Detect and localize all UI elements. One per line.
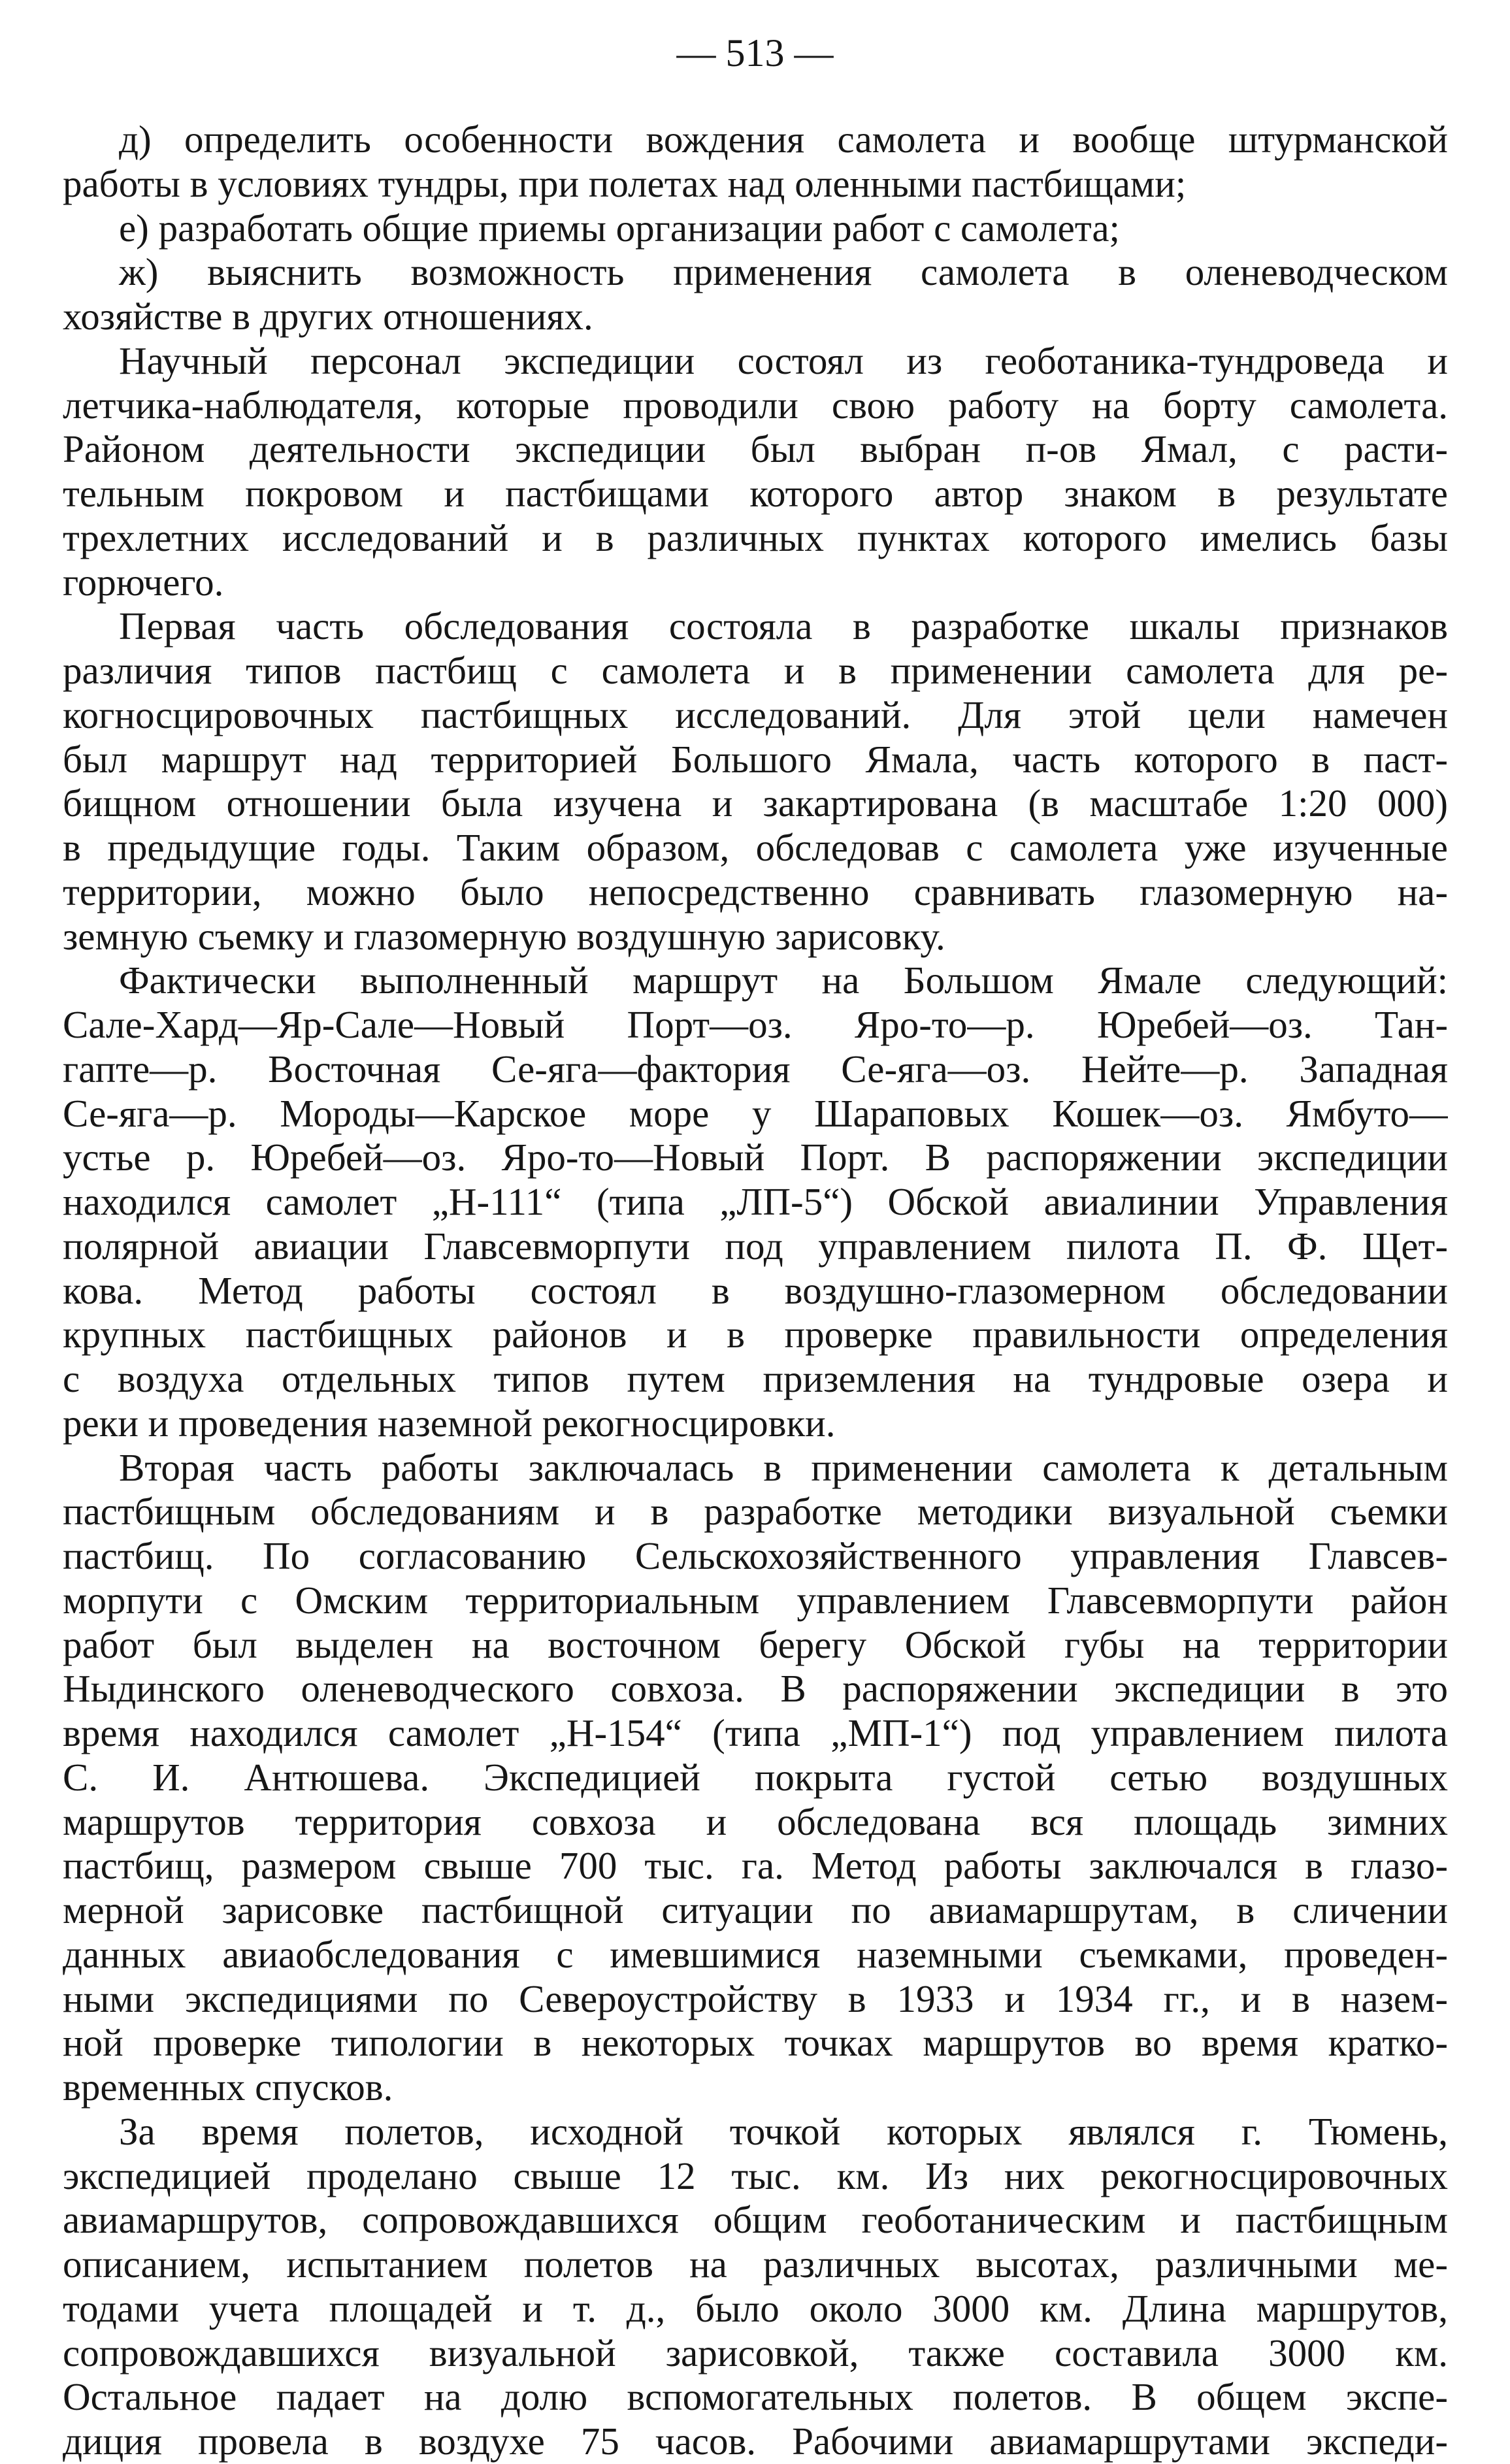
paragraph-second-part-line-4: морпути с Омским территориальным управлением Главсевморпути район — [63, 1578, 1448, 1622]
paragraph-route-line-2: Сале-Хард—Яр-Сале—Новый Порт—оз. Яро-то—р. Юребей—оз. Тан- — [63, 1003, 1448, 1046]
paragraph-flights-line-8: диция провела в воздухе 75 часов. Рабочими авиамаршрутами экспеди- — [63, 2420, 1448, 2463]
paragraph-second-part-line-11: мерной зарисовке пастбищной ситуации по авиамаршрутам, в сличении — [63, 1888, 1448, 1931]
paragraph-second-part-line-15: временных спусков. — [63, 2065, 393, 2109]
paragraph-staff-line-4: тельным покровом и пастбищами которого автор знаком в результате — [63, 472, 1448, 515]
paragraph-first-part-line-1: Первая часть обследования состояла в разработке шкалы признаков — [119, 604, 1448, 648]
paragraph-second-part-line-9: маршрутов территория совхоза и обследована вся площадь зимних — [63, 1799, 1448, 1843]
paragraph-second-part-line-10: пастбищ, размером свыше 700 тыс. га. Метод работы заключался в глазо- — [63, 1844, 1448, 1888]
text-body — [63, 118, 1448, 2464]
list-item-zh-line-2: хозяйстве в других отношениях. — [63, 295, 593, 338]
paragraph-flights-line-1: За время полетов, исходной точкой которых являлся г. Тюмень, — [119, 2109, 1448, 2153]
list-item-zh-line-1: ж) выяснить возможность применения самолета в оленеводческом — [119, 250, 1448, 294]
paragraph-second-part-line-3: пастбищ. По согласованию Сельскохозяйственного управления Главсев- — [63, 1534, 1448, 1577]
paragraph-route-line-10: с воздуха отдельных типов путем приземления на тундровые озера и — [63, 1357, 1448, 1400]
paragraph-route-line-6: находился самолет „Н-111“ (типа „ЛП-5“) Обской авиалинии Управления — [63, 1180, 1448, 1223]
paragraph-first-part-line-2: различия типов пастбищ с самолета и в применении самолета для ре- — [63, 649, 1448, 692]
paragraph-staff-line-6: горючего. — [63, 560, 224, 604]
paragraph-first-part-line-7: территории, можно было непосредственно сравнивать глазомерную на- — [63, 870, 1448, 913]
paragraph-flights-line-7: Остальное падает на долю вспомогательных полетов. В общем экспе- — [63, 2375, 1448, 2419]
paragraph-second-part-line-1: Вторая часть работы заключалась в применении самолета к детальным — [119, 1445, 1448, 1489]
list-item-d-line-1: д) определить особенности вождения самолета и вообще штурманской — [119, 118, 1448, 161]
paragraph-staff-line-1: Научный персонал экспедиции состоял из геоботаника-тундроведа и — [119, 338, 1448, 382]
paragraph-route-line-4: Се-яга—р. Мороды—Карское море у Шараповых Кошек—оз. Ямбуто— — [63, 1091, 1448, 1135]
page-number: — 513 — — [676, 31, 834, 74]
paragraph-second-part-line-7: время находился самолет „Н-154“ (типа „МП-1“) под управлением пилота — [63, 1711, 1448, 1754]
paragraph-first-part-line-6: в предыдущие годы. Таким образом, обследовав с самолета уже изученные — [63, 826, 1448, 869]
paragraph-route-line-3: гапте—р. Восточная Се-яга—фактория Се-яга—оз. Нейте—р. Западная — [63, 1047, 1448, 1091]
paragraph-flights-line-5: тодами учета площадей и т. д., было около 3000 км. Длина маршрутов, — [63, 2286, 1448, 2330]
paragraph-second-part-line-14: ной проверке типологии в некоторых точках маршрутов во время кратко- — [63, 2021, 1448, 2065]
paragraph-staff-line-3: Районом деятельности экспедиции был выбран п-ов Ямал, с расти- — [63, 427, 1448, 471]
paragraph-flights-line-3: авиамаршрутов, сопровождавшихся общим геоботаническим и пастбищным — [63, 2198, 1448, 2242]
paragraph-route-line-11: реки и проведения наземной рекогносцировки. — [63, 1401, 836, 1445]
paragraph-flights-line-6: сопровождавшихся визуальной зарисовкой, также составила 3000 км. — [63, 2331, 1448, 2374]
paragraph-first-part-line-3: когносцировочных пастбищных исследований. Для этой цели намечен — [63, 693, 1448, 736]
paragraph-route-line-8: кова. Метод работы состоял в воздушно-глазомерном обследовании — [63, 1268, 1448, 1312]
paragraph-route-line-7: полярной авиации Главсевморпути под управлением пилота П. Ф. Щет- — [63, 1224, 1448, 1268]
paragraph-second-part-line-12: данных авиаобследования с имевшимися наземными съемками, проведен- — [63, 1932, 1448, 1976]
paragraph-flights-line-4: описанием, испытанием полетов на различных высотах, различными ме- — [63, 2242, 1448, 2286]
paragraph-route-line-5: устье р. Юребей—оз. Яро-то—Новый Порт. В распоряжении экспедиции — [63, 1136, 1448, 1179]
paragraph-second-part-line-6: Ныдинского оленеводческого совхоза. В распоряжении экспедиции в это — [63, 1667, 1448, 1711]
paragraph-route-line-1: Фактически выполненный маршрут на Большом Ямале следующий: — [119, 959, 1448, 1002]
paragraph-first-part-line-4: был маршрут над территорией Большого Ямала, часть которого в паст- — [63, 737, 1448, 781]
paragraph-staff-line-5: трехлетних исследований и в различных пунктах которого имелись базы — [63, 516, 1448, 559]
paragraph-second-part-line-8: С. И. Антюшева. Экспедицией покрыта густой сетью воздушных — [63, 1755, 1448, 1799]
paragraph-second-part-line-5: работ был выделен на восточном берегу Обской губы на территории — [63, 1622, 1448, 1666]
list-item-d-line-2: работы в условиях тундры, при полетах над оленными пастбищами; — [63, 161, 1187, 205]
paragraph-second-part-line-2: пастбищным обследованиям и в разработке методики визуальной съемки — [63, 1490, 1448, 1534]
paragraph-route-line-9: крупных пастбищных районов и в проверке правильности определения — [63, 1313, 1448, 1356]
paragraph-first-part-line-8: земную съемку и глазомерную воздушную зарисовку. — [63, 914, 945, 958]
paragraph-first-part-line-5: бищном отношении была изучена и закартирована (в масштабе 1:20 000) — [63, 781, 1448, 825]
paragraph-staff-line-2: летчика-наблюдателя, которые проводили свою работу на борту самолета. — [63, 383, 1448, 427]
paragraph-second-part-line-13: ными экспедициями по Североустройству в 1933 и 1934 гг., и в назем- — [63, 1977, 1448, 2020]
list-item-e-line-1: е) разработать общие приемы организации работ с самолета; — [119, 206, 1120, 250]
paragraph-flights-line-2: экспедицией проделано свыше 12 тыс. км. Из них рекогносцировочных — [63, 2154, 1448, 2197]
